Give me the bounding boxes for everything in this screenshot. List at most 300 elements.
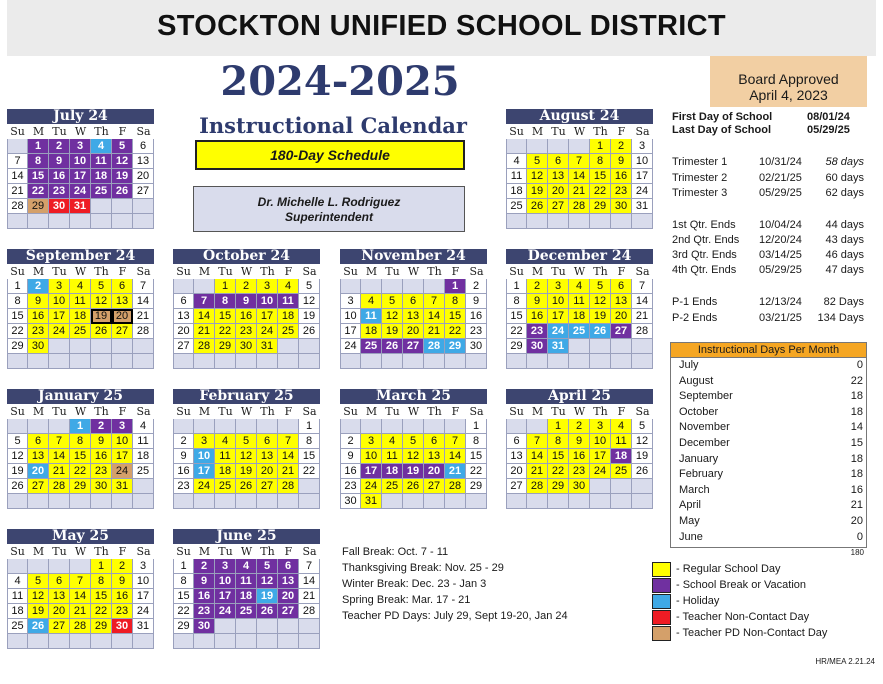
day-cell: 24 xyxy=(548,324,569,339)
weekday-header: W xyxy=(236,544,257,559)
day-cell: 15 xyxy=(7,309,28,324)
weekday-header: Tu xyxy=(49,544,70,559)
legend-label: - Holiday xyxy=(676,595,720,607)
legend-swatch xyxy=(652,594,671,609)
weekday-header: F xyxy=(278,404,299,419)
days-month-name: December xyxy=(679,436,730,449)
days-month-name: August xyxy=(679,374,714,387)
day-cell: 26 xyxy=(590,324,611,339)
weekday-header: Sa xyxy=(133,544,154,559)
days-month-count: 0 xyxy=(856,359,863,371)
day-cell: 22 xyxy=(91,604,112,619)
period-label: 4th Qtr. Ends xyxy=(672,264,737,276)
month-grid xyxy=(173,264,320,369)
day-cell: 14 xyxy=(7,169,28,184)
day-cell: 23 xyxy=(340,479,361,494)
day-cell: 15 xyxy=(506,309,527,324)
weekday-header: W xyxy=(70,404,91,419)
day-cell: 3 xyxy=(361,434,382,449)
day-cell xyxy=(506,494,527,509)
day-cell: 16 xyxy=(527,309,548,324)
day-cell: 22 xyxy=(466,464,487,479)
weekday-header: Sa xyxy=(299,264,320,279)
day-cell: 28 xyxy=(49,479,70,494)
day-cell: 15 xyxy=(215,309,236,324)
day-cell: 8 xyxy=(548,434,569,449)
month-grid xyxy=(7,404,154,509)
day-cell: 29 xyxy=(590,199,611,214)
day-cell: 25 xyxy=(91,184,112,199)
day-cell: 3 xyxy=(632,139,653,154)
day-cell xyxy=(632,339,653,354)
day-cell: 8 xyxy=(445,294,466,309)
day-cell xyxy=(194,634,215,649)
month-calendar xyxy=(506,109,653,229)
day-cell: 28 xyxy=(527,479,548,494)
day-cell: 16 xyxy=(569,449,590,464)
weekday-header: Th xyxy=(257,404,278,419)
day-cell: 31 xyxy=(70,199,91,214)
day-cell: 17 xyxy=(340,324,361,339)
day-cell xyxy=(506,214,527,229)
schedule-box: 180-Day Schedule xyxy=(195,140,465,170)
day-cell: 4 xyxy=(611,419,632,434)
day-cell: 12 xyxy=(527,169,548,184)
legend-item xyxy=(652,577,827,593)
day-cell xyxy=(133,214,154,229)
day-cell: 5 xyxy=(299,279,320,294)
day-cell: 17 xyxy=(590,449,611,464)
day-cell: 7 xyxy=(527,434,548,449)
day-cell: 27 xyxy=(49,619,70,634)
weekday-header: F xyxy=(112,264,133,279)
day-cell: 6 xyxy=(278,559,299,574)
weekday-header: W xyxy=(569,404,590,419)
weekday-header: M xyxy=(361,264,382,279)
day-cell: 9 xyxy=(340,449,361,464)
day-cell: 18 xyxy=(236,589,257,604)
day-cell: 30 xyxy=(340,494,361,509)
day-cell: 25 xyxy=(215,479,236,494)
day-cell: 6 xyxy=(133,139,154,154)
day-cell xyxy=(91,494,112,509)
day-cell: 25 xyxy=(382,479,403,494)
weekday-header: W xyxy=(70,264,91,279)
day-cell: 13 xyxy=(112,294,133,309)
weekday-header: Tu xyxy=(49,124,70,139)
legend xyxy=(652,561,827,641)
day-cell: 29 xyxy=(91,619,112,634)
day-cell: 8 xyxy=(590,154,611,169)
period-date: 05/29/25 xyxy=(759,264,802,276)
day-cell: 3 xyxy=(70,139,91,154)
day-cell xyxy=(112,354,133,369)
day-cell: 27 xyxy=(506,479,527,494)
day-cell: 7 xyxy=(194,294,215,309)
day-cell: 29 xyxy=(7,339,28,354)
day-cell: 26 xyxy=(7,479,28,494)
day-cell: 2 xyxy=(340,434,361,449)
day-cell: 24 xyxy=(194,479,215,494)
day-cell: 10 xyxy=(112,434,133,449)
day-cell: 31 xyxy=(632,199,653,214)
day-cell xyxy=(590,339,611,354)
day-cell xyxy=(569,494,590,509)
period-date: 02/21/25 xyxy=(759,172,802,184)
day-cell: 2 xyxy=(527,279,548,294)
day-cell xyxy=(112,494,133,509)
weekday-header: Sa xyxy=(466,404,487,419)
day-cell xyxy=(590,479,611,494)
day-cell xyxy=(299,634,320,649)
day-cell: 19 xyxy=(7,464,28,479)
day-cell: 22 xyxy=(7,324,28,339)
day-cell: 15 xyxy=(91,589,112,604)
day-cell: 6 xyxy=(506,434,527,449)
school-year: 2024-2025 xyxy=(220,58,460,105)
period-days: 43 days xyxy=(825,234,864,246)
day-cell: 5 xyxy=(7,434,28,449)
day-cell xyxy=(569,139,590,154)
day-cell: 9 xyxy=(91,434,112,449)
weekday-header: Tu xyxy=(382,404,403,419)
day-cell: 4 xyxy=(70,279,91,294)
day-cell: 28 xyxy=(7,199,28,214)
day-cell: 24 xyxy=(361,479,382,494)
days-month-name: May xyxy=(679,514,700,527)
day-cell xyxy=(112,339,133,354)
day-cell: 24 xyxy=(70,184,91,199)
day-cell: 27 xyxy=(611,324,632,339)
day-cell xyxy=(299,479,320,494)
day-cell: 1 xyxy=(70,419,91,434)
day-cell xyxy=(569,339,590,354)
day-cell: 2 xyxy=(194,559,215,574)
weekday-header: Th xyxy=(590,124,611,139)
day-cell: 6 xyxy=(403,294,424,309)
day-cell xyxy=(278,494,299,509)
day-cell xyxy=(236,619,257,634)
days-month-count: 18 xyxy=(850,405,863,418)
day-cell: 10 xyxy=(133,574,154,589)
day-cell xyxy=(278,619,299,634)
day-cell: 10 xyxy=(70,154,91,169)
day-cell xyxy=(632,214,653,229)
day-cell: 21 xyxy=(133,309,154,324)
day-cell: 18 xyxy=(7,604,28,619)
month-title: May 25 xyxy=(7,529,154,544)
key-date-value: 08/01/24 xyxy=(807,111,850,123)
day-cell: 19 xyxy=(112,169,133,184)
day-cell: 5 xyxy=(382,294,403,309)
weekday-header: F xyxy=(445,264,466,279)
day-cell: 24 xyxy=(590,464,611,479)
day-cell: 22 xyxy=(506,324,527,339)
days-month-count: 18 xyxy=(850,452,863,465)
day-cell xyxy=(611,494,632,509)
day-cell: 8 xyxy=(7,294,28,309)
day-cell xyxy=(611,479,632,494)
day-cell: 1 xyxy=(7,279,28,294)
day-cell: 5 xyxy=(527,154,548,169)
day-cell xyxy=(257,619,278,634)
day-cell: 6 xyxy=(424,434,445,449)
day-cell xyxy=(403,494,424,509)
day-cell: 26 xyxy=(632,464,653,479)
days-month-count: 22 xyxy=(850,374,863,387)
legend-label: - Regular School Day xyxy=(676,563,781,575)
day-cell: 4 xyxy=(91,139,112,154)
day-cell xyxy=(91,339,112,354)
days-month-name: July xyxy=(679,359,699,371)
day-cell: 25 xyxy=(506,199,527,214)
day-cell: 12 xyxy=(112,154,133,169)
day-cell: 2 xyxy=(49,139,70,154)
period-days: 47 days xyxy=(825,264,864,276)
day-cell xyxy=(49,494,70,509)
day-cell xyxy=(91,634,112,649)
day-cell: 22 xyxy=(70,464,91,479)
day-cell: 10 xyxy=(361,449,382,464)
days-month-name: February xyxy=(679,468,724,481)
day-cell: 5 xyxy=(632,419,653,434)
day-cell: 5 xyxy=(590,279,611,294)
period-label: 1st Qtr. Ends xyxy=(672,219,736,231)
month-title: April 25 xyxy=(506,389,653,404)
day-cell: 8 xyxy=(215,294,236,309)
month-grid xyxy=(506,124,653,229)
day-cell: 22 xyxy=(215,324,236,339)
day-cell: 4 xyxy=(361,294,382,309)
day-cell: 13 xyxy=(257,449,278,464)
day-cell: 31 xyxy=(548,339,569,354)
day-cell: 26 xyxy=(382,339,403,354)
day-cell: 28 xyxy=(569,199,590,214)
month-calendar xyxy=(173,529,320,649)
day-cell: 10 xyxy=(257,294,278,309)
day-cell: 20 xyxy=(611,309,632,324)
day-cell xyxy=(236,634,257,649)
district-title: STOCKTON UNIFIED SCHOOL DISTRICT xyxy=(157,10,726,42)
day-cell xyxy=(112,199,133,214)
day-cell xyxy=(340,419,361,434)
month-title: January 25 xyxy=(7,389,154,404)
breaks-list xyxy=(342,544,568,624)
day-cell: 9 xyxy=(28,294,49,309)
day-cell: 4 xyxy=(506,154,527,169)
day-cell: 25 xyxy=(278,324,299,339)
day-cell xyxy=(548,494,569,509)
month-calendar xyxy=(340,389,487,509)
day-cell: 24 xyxy=(215,604,236,619)
day-cell: 13 xyxy=(403,309,424,324)
weekday-header: M xyxy=(527,404,548,419)
day-cell: 11 xyxy=(236,574,257,589)
day-cell xyxy=(28,354,49,369)
day-cell: 25 xyxy=(569,324,590,339)
day-cell: 12 xyxy=(299,294,320,309)
day-cell: 11 xyxy=(361,309,382,324)
day-cell: 15 xyxy=(28,169,49,184)
day-cell: 23 xyxy=(28,324,49,339)
day-cell xyxy=(424,354,445,369)
day-cell xyxy=(278,634,299,649)
month-title: February 25 xyxy=(173,389,320,404)
day-cell: 9 xyxy=(569,434,590,449)
month-grid xyxy=(340,264,487,369)
weekday-header: W xyxy=(70,124,91,139)
board-approved-box xyxy=(710,56,867,107)
day-cell: 17 xyxy=(632,169,653,184)
day-cell: 10 xyxy=(590,434,611,449)
weekday-header: Su xyxy=(7,124,28,139)
period-label: P-1 Ends xyxy=(672,296,718,308)
day-cell: 28 xyxy=(445,479,466,494)
board-approved-label: Board Approved xyxy=(738,71,839,87)
day-cell: 13 xyxy=(424,449,445,464)
day-cell: 3 xyxy=(194,434,215,449)
day-cell: 16 xyxy=(236,309,257,324)
period-label: Trimester 3 xyxy=(672,187,728,199)
day-cell xyxy=(506,354,527,369)
day-cell: 11 xyxy=(91,154,112,169)
legend-item xyxy=(652,625,827,641)
weekday-header: Th xyxy=(91,124,112,139)
day-cell xyxy=(590,354,611,369)
day-cell: 8 xyxy=(173,574,194,589)
day-cell: 8 xyxy=(506,294,527,309)
day-cell xyxy=(7,139,28,154)
weekday-header: M xyxy=(28,404,49,419)
day-cell: 19 xyxy=(299,309,320,324)
day-cell: 13 xyxy=(173,309,194,324)
day-cell: 5 xyxy=(257,559,278,574)
day-cell: 1 xyxy=(506,279,527,294)
day-cell: 9 xyxy=(49,154,70,169)
day-cell: 25 xyxy=(236,604,257,619)
month-title: August 24 xyxy=(506,109,653,124)
day-cell xyxy=(466,354,487,369)
weekday-header: W xyxy=(403,404,424,419)
day-cell: 16 xyxy=(112,589,133,604)
weekday-header: M xyxy=(194,404,215,419)
day-cell xyxy=(445,494,466,509)
day-cell: 19 xyxy=(91,309,112,324)
weekday-header: F xyxy=(278,264,299,279)
day-cell xyxy=(257,354,278,369)
day-cell: 9 xyxy=(173,449,194,464)
weekday-header: Sa xyxy=(299,404,320,419)
weekday-header: W xyxy=(569,264,590,279)
day-cell: 26 xyxy=(299,324,320,339)
day-cell xyxy=(173,419,194,434)
day-cell: 2 xyxy=(236,279,257,294)
period-date: 10/04/24 xyxy=(759,219,802,231)
day-cell xyxy=(133,479,154,494)
day-cell: 3 xyxy=(215,559,236,574)
day-cell: 10 xyxy=(340,309,361,324)
day-cell: 14 xyxy=(49,449,70,464)
day-cell: 4 xyxy=(382,434,403,449)
weekday-header: M xyxy=(194,264,215,279)
day-cell xyxy=(382,279,403,294)
day-cell: 14 xyxy=(194,309,215,324)
day-cell: 10 xyxy=(194,449,215,464)
day-cell xyxy=(49,634,70,649)
superintendent-title: Superintendent xyxy=(284,210,373,224)
day-cell xyxy=(133,494,154,509)
day-cell: 26 xyxy=(403,479,424,494)
day-cell: 18 xyxy=(361,324,382,339)
day-cell: 5 xyxy=(403,434,424,449)
day-cell xyxy=(569,214,590,229)
weekday-header: M xyxy=(194,544,215,559)
days-month-count: 18 xyxy=(850,390,863,403)
day-cell: 1 xyxy=(548,419,569,434)
month-calendar xyxy=(7,529,154,649)
month-calendar xyxy=(7,389,154,509)
day-cell xyxy=(340,279,361,294)
legend-item xyxy=(652,593,827,609)
period-days: 134 Days xyxy=(817,312,864,324)
day-cell xyxy=(632,494,653,509)
day-cell xyxy=(527,419,548,434)
superintendent-name: Dr. Michelle L. Rodriguez xyxy=(257,195,401,209)
day-cell: 15 xyxy=(173,589,194,604)
weekday-header: Sa xyxy=(133,264,154,279)
weekday-header: W xyxy=(70,544,91,559)
calendar-title: Instructional Calendar xyxy=(199,113,467,138)
day-cell xyxy=(527,494,548,509)
day-cell xyxy=(257,634,278,649)
weekday-header: M xyxy=(28,544,49,559)
day-cell: 12 xyxy=(382,309,403,324)
day-cell: 14 xyxy=(70,589,91,604)
legend-swatch xyxy=(652,626,671,641)
day-cell: 6 xyxy=(49,574,70,589)
day-cell: 29 xyxy=(445,339,466,354)
day-cell: 7 xyxy=(133,279,154,294)
day-cell: 11 xyxy=(382,449,403,464)
period-date: 03/14/25 xyxy=(759,249,802,261)
legend-swatch xyxy=(652,610,671,625)
month-calendar xyxy=(506,249,653,369)
day-cell xyxy=(361,354,382,369)
day-cell xyxy=(70,559,91,574)
weekday-header: Sa xyxy=(133,404,154,419)
key-date-label: First Day of School xyxy=(672,111,773,123)
day-cell: 18 xyxy=(91,169,112,184)
day-cell: 1 xyxy=(299,419,320,434)
month-calendar xyxy=(7,249,154,369)
day-cell: 23 xyxy=(49,184,70,199)
day-cell xyxy=(506,419,527,434)
day-cell xyxy=(257,419,278,434)
day-cell: 9 xyxy=(194,574,215,589)
day-cell: 7 xyxy=(424,294,445,309)
day-cell: 2 xyxy=(466,279,487,294)
weekday-header: Su xyxy=(340,264,361,279)
day-cell: 21 xyxy=(278,464,299,479)
day-cell: 16 xyxy=(49,169,70,184)
day-cell xyxy=(133,199,154,214)
day-cell: 27 xyxy=(403,339,424,354)
month-title: October 24 xyxy=(173,249,320,264)
day-cell: 9 xyxy=(112,574,133,589)
day-cell: 1 xyxy=(91,559,112,574)
day-cell xyxy=(340,354,361,369)
legend-item xyxy=(652,609,827,625)
